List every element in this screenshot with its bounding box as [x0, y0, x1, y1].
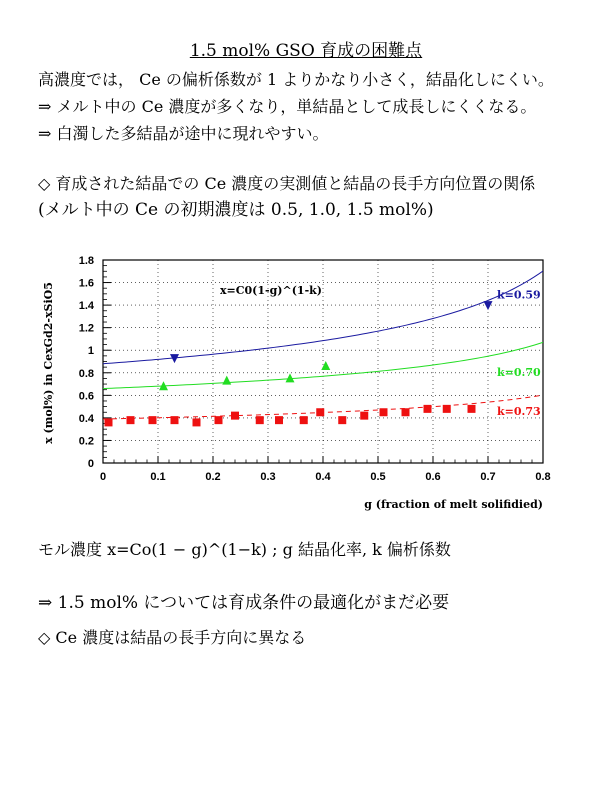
page-title: 1.5 mol% GSO 育成の困難点	[189, 41, 423, 61]
data-point	[127, 416, 135, 424]
y-tick-label: 0.2	[78, 435, 94, 448]
intro-line-3: ⇒ 白濁した多結晶が途中に現れやすい。	[38, 124, 329, 143]
x-tick-label: 0	[99, 471, 107, 483]
y-tick-label: 0.4	[78, 412, 94, 425]
x-tick-label: 0.6	[425, 471, 441, 483]
series-label: k=0.73	[497, 405, 541, 419]
x-axis-title: g (fraction of melt solifidied)	[364, 498, 543, 511]
x-tick-label: 0.5	[370, 471, 386, 483]
y-tick-label: 1.6	[78, 277, 94, 290]
y-tick-label: 1.8	[78, 255, 94, 267]
data-point	[275, 416, 283, 424]
section-line-1: ◇ 育成された結晶での Ce 濃度の実測値と結晶の長手方向位置の関係	[38, 174, 536, 193]
y-tick-label: 0	[87, 458, 94, 470]
x-tick-label: 0.1	[150, 471, 166, 483]
intro-line-1: 高濃度では， Ce の偏析係数が 1 よりかなり小さく，結晶化しにくい。	[38, 70, 554, 89]
section-line-2: (メルト中の Ce の初期濃度は 0.5, 1.0, 1.5 mol%)	[38, 200, 434, 220]
data-point	[321, 361, 330, 370]
data-point	[360, 412, 368, 420]
x-tick-label: 0.7	[480, 471, 496, 483]
conclusion-line-2: ◇ Ce 濃度は結晶の長手方向に異なる	[38, 628, 307, 647]
data-point	[215, 416, 223, 424]
x-tick-label: 0.4	[315, 471, 331, 483]
y-tick-label: 1.2	[78, 322, 94, 335]
formula-annotation: x=C0(1-g)^(1-k)	[220, 284, 322, 297]
grid	[103, 260, 543, 463]
data-point	[316, 408, 324, 416]
y-tick-label: 1.4	[78, 300, 94, 313]
data-point	[380, 408, 388, 416]
data-point	[424, 405, 432, 413]
x-tick-label: 0.8	[535, 471, 551, 483]
data-point	[231, 412, 239, 420]
data-point	[338, 416, 346, 424]
data-point	[222, 376, 231, 385]
concentration-chart	[0, 245, 612, 535]
y-axis-title: x (mol%) in CexGd2-xSiO5	[42, 282, 55, 444]
data-point	[171, 416, 179, 424]
data-points	[105, 301, 493, 426]
data-point	[484, 301, 493, 310]
data-point	[105, 418, 113, 426]
data-point	[256, 416, 264, 424]
y-tick-label: 0.6	[78, 390, 94, 403]
y-tick-label: 0.8	[78, 367, 94, 380]
data-point	[443, 405, 451, 413]
intro-line-2: ⇒ メルト中の Ce 濃度が多くなり，単結晶として成長しにくくなる。	[38, 97, 537, 116]
data-point	[300, 416, 308, 424]
x-tick-label: 0.3	[260, 471, 276, 483]
series-label: k=0.70	[497, 366, 541, 380]
conclusion-line-1: ⇒ 1.5 mol% については育成条件の最適化がまだ必要	[38, 593, 450, 613]
series-label: k=0.59	[497, 288, 541, 302]
fit-curve	[103, 342, 543, 388]
data-point	[193, 418, 201, 426]
data-point	[286, 373, 295, 382]
formula-line: モル濃度 x=Co(1 − g)^(1−k) ; g 結晶化率, k 偏析係数	[38, 540, 451, 559]
data-point	[402, 408, 410, 416]
data-point	[149, 416, 157, 424]
y-tick-label: 1	[87, 345, 94, 358]
x-tick-label: 0.2	[205, 471, 221, 483]
data-point	[468, 405, 476, 413]
